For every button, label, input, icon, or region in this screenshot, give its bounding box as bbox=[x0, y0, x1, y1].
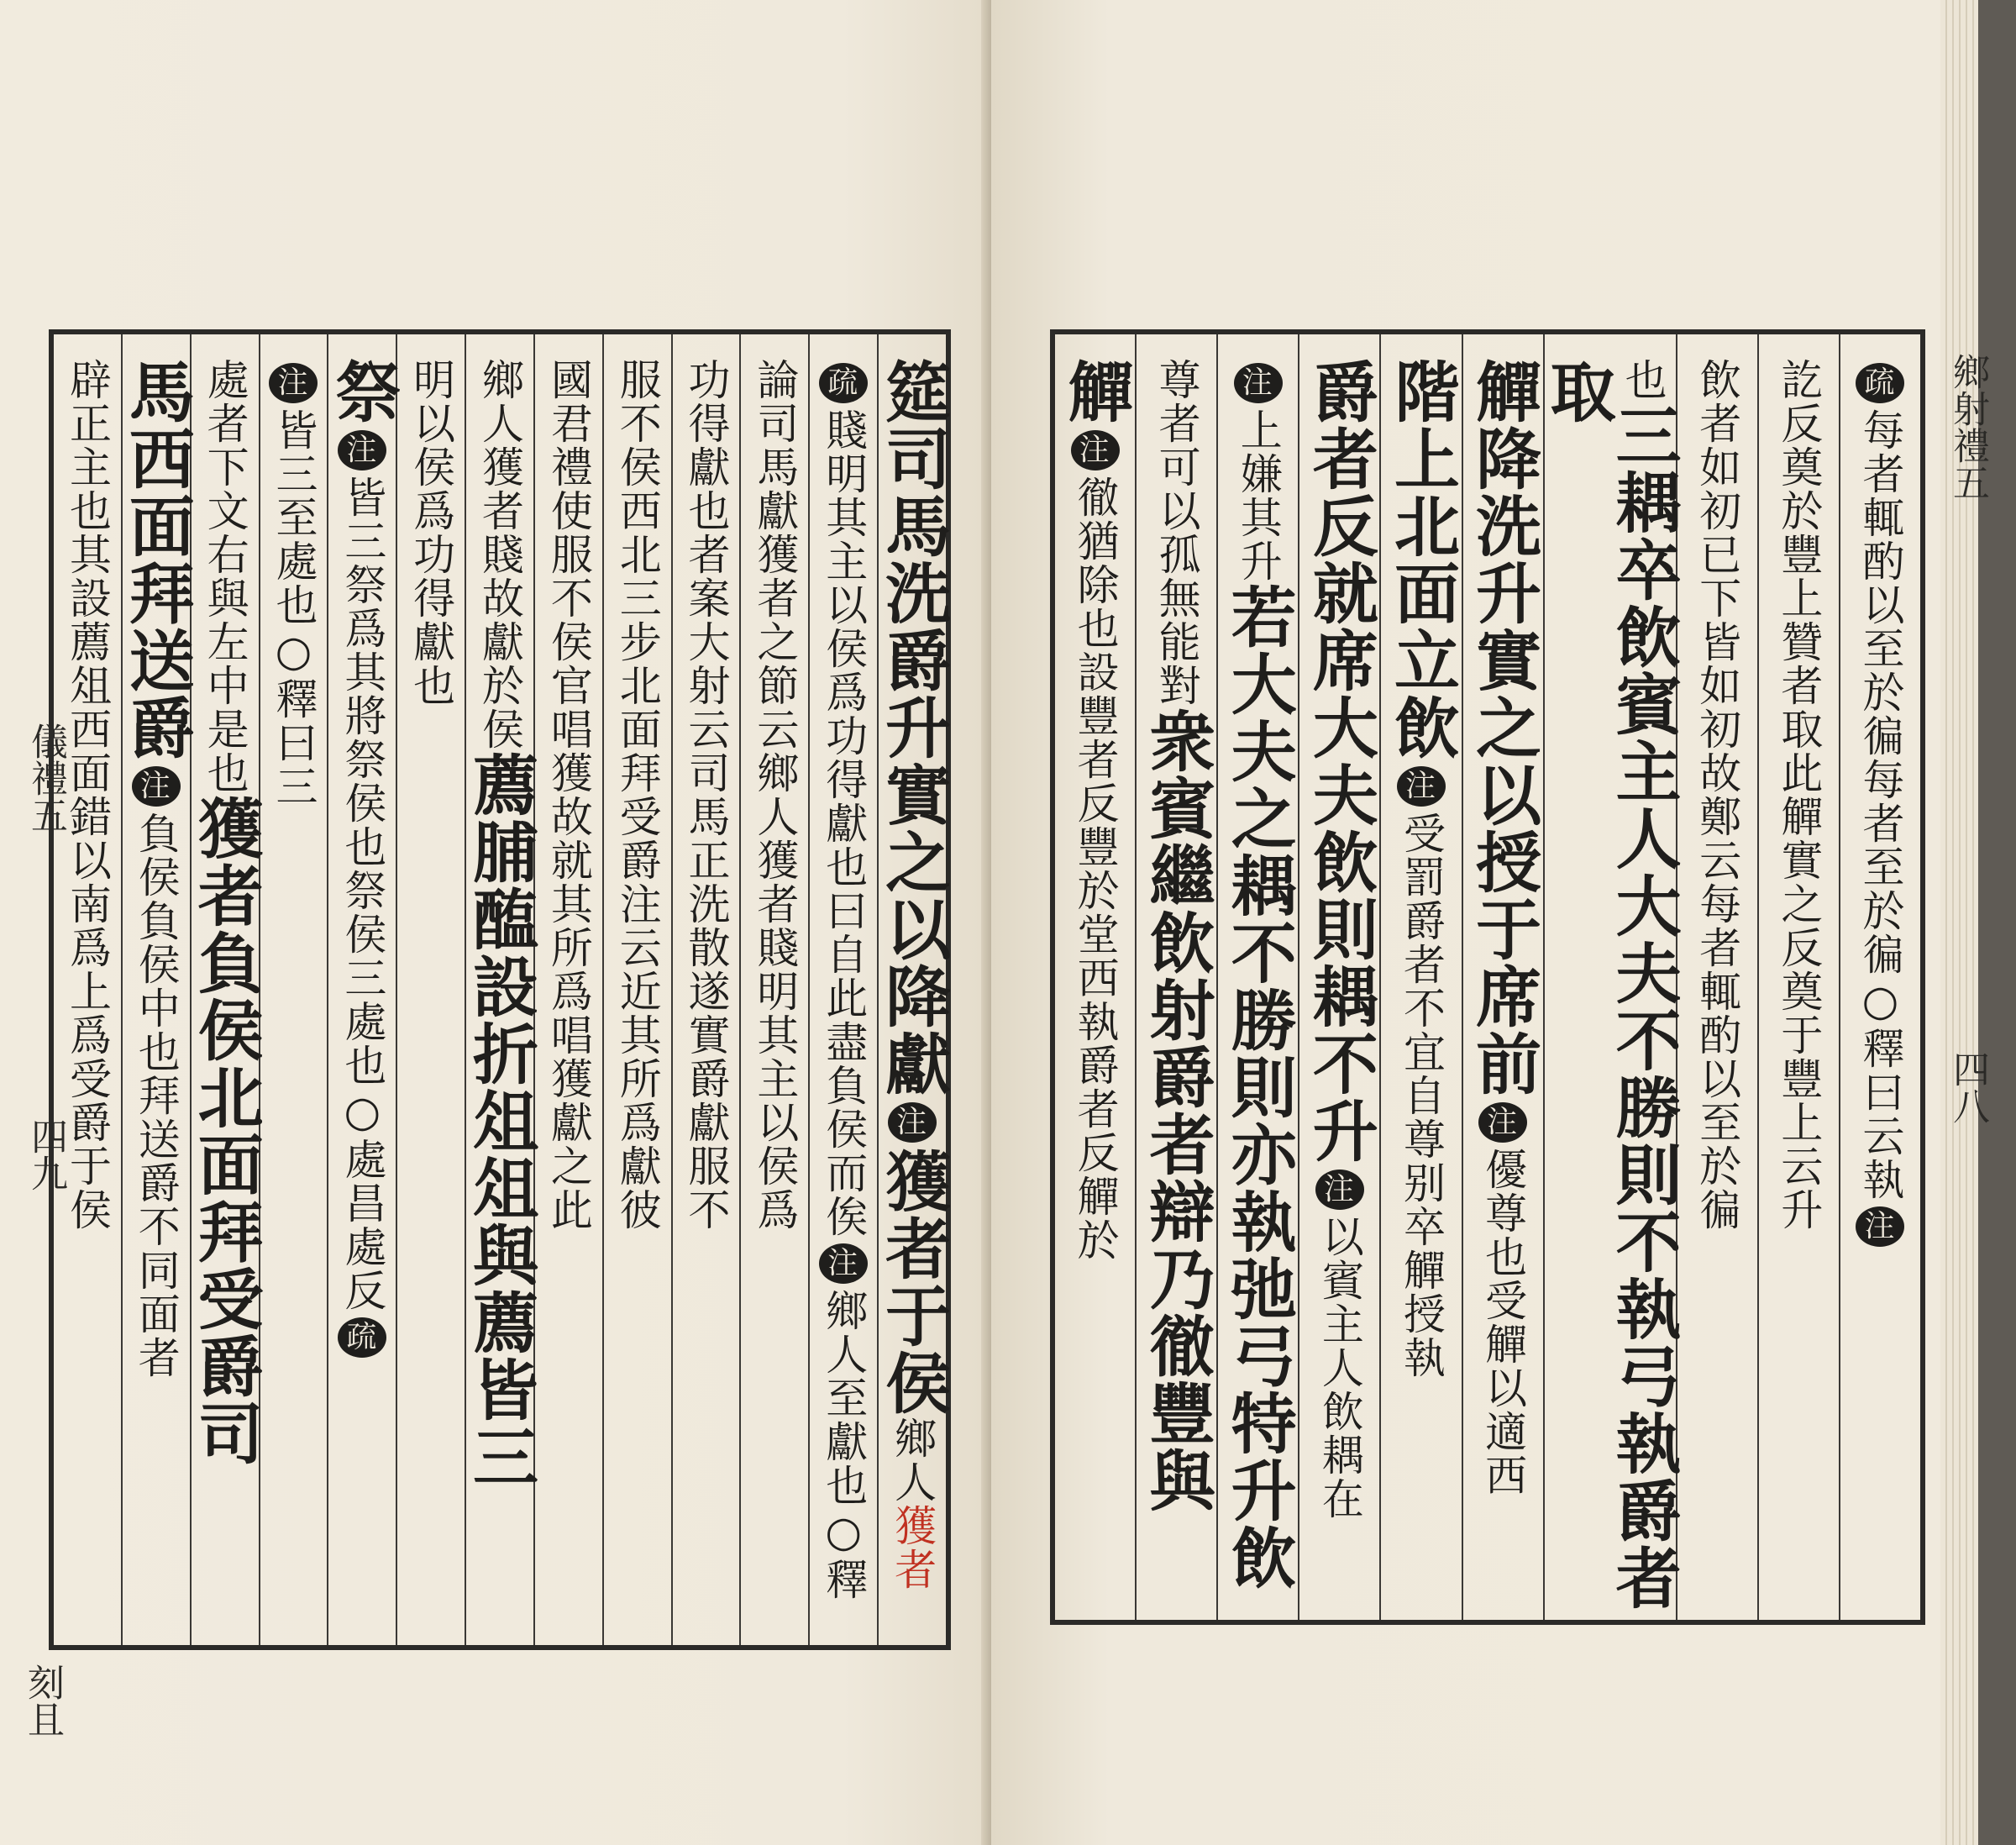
left-column-text bbox=[750, 358, 800, 1232]
main-text: 若大夫之耦不勝則亦執弛弓特升飲 bbox=[1220, 583, 1296, 1591]
red-annotation: 獲者 bbox=[888, 1504, 937, 1591]
left-text-frame bbox=[49, 329, 951, 1650]
commentary-text: 辟正主也其設薦俎西面錯以南爲上爲受爵于侯 bbox=[62, 358, 112, 1232]
left-page bbox=[0, 0, 991, 1845]
right-column bbox=[1135, 334, 1216, 1620]
left-column-text bbox=[543, 358, 593, 1232]
main-text: 階上北面立飲 bbox=[1383, 358, 1459, 761]
commentary-text: 服不侯西北三步北面拜受爵注云近其所爲獻彼 bbox=[612, 358, 662, 1232]
left-column bbox=[602, 334, 671, 1645]
commentary-text: 國君禮使服不侯官唱獲故就其所爲唱獲獻之此 bbox=[543, 358, 593, 1232]
left-column bbox=[462, 334, 538, 1645]
annotation-badge: 注 bbox=[1478, 1102, 1527, 1143]
commentary-text: 飲者如初已下皆如初故鄭云每者輒酌以至於徧 bbox=[1693, 358, 1742, 1232]
right-column bbox=[1379, 334, 1461, 1620]
right-column bbox=[1757, 334, 1839, 1620]
annotation-badge: 注 bbox=[1856, 1206, 1904, 1247]
left-column-text bbox=[186, 358, 263, 1467]
commentary-text: 功得獻也者案大射云司馬正洗散遂實爵獻服不 bbox=[681, 358, 731, 1232]
annotation-badge: 注 bbox=[888, 1102, 937, 1143]
right-text-frame bbox=[1050, 329, 1925, 1625]
right-margin-title: 鄉射禮五 bbox=[1946, 353, 1989, 501]
left-column bbox=[324, 334, 401, 1645]
annotation-badge: 注 bbox=[819, 1243, 868, 1284]
right-column bbox=[1839, 334, 1920, 1620]
commentary-text: 皆三祭爲其將祭侯也祭侯三處也 bbox=[338, 476, 387, 1087]
left-column bbox=[533, 334, 602, 1645]
commentary-text: 上嫌其升 bbox=[1233, 408, 1283, 583]
right-margin-folio: 四八 bbox=[1946, 1050, 1989, 1124]
left-margin-folio: 四九 bbox=[24, 1117, 67, 1191]
main-text: 觶降洗升實之以授于席前 bbox=[1465, 358, 1541, 1097]
commentary-text: 受罰爵者不宜自尊别卒觶授執 bbox=[1397, 812, 1446, 1380]
commentary-text: 以賓主人飲耦在 bbox=[1315, 1215, 1364, 1521]
commentary-text: 處者下文右與左中是也 bbox=[200, 358, 249, 795]
left-column bbox=[54, 334, 121, 1645]
left-column-text bbox=[324, 358, 401, 1363]
left-column-text bbox=[681, 358, 731, 1232]
right-column-text bbox=[1057, 358, 1133, 1262]
right-column bbox=[1298, 334, 1379, 1620]
commentary-text: 明以侯爲功得獻也 bbox=[407, 358, 456, 707]
left-column bbox=[671, 334, 740, 1645]
main-text: 祭 bbox=[324, 358, 401, 425]
commentary-text: 負侯負侯中也拜送爵不同面者 bbox=[131, 812, 181, 1380]
left-margin-bottom: 刻且 bbox=[21, 1664, 64, 1737]
right-column-text bbox=[1383, 358, 1459, 1380]
left-columns bbox=[54, 334, 951, 1645]
left-column bbox=[396, 334, 465, 1645]
page-edges bbox=[1940, 0, 1978, 1845]
left-margin-title: 儀禮五 bbox=[24, 723, 67, 833]
main-text: 三耦卒飲賓主人大夫不勝則不執弓執爵者取 bbox=[1539, 358, 1681, 1611]
right-column-text bbox=[1856, 358, 1904, 1252]
right-columns bbox=[1055, 334, 1920, 1620]
right-column-text bbox=[1774, 358, 1824, 1232]
right-column-text bbox=[1465, 358, 1541, 1497]
left-column bbox=[186, 334, 263, 1645]
main-text: 觶 bbox=[1057, 358, 1133, 425]
main-text: 衆賓繼飲射爵者辯乃徹豐與 bbox=[1138, 707, 1215, 1514]
left-column-text bbox=[612, 358, 662, 1232]
commentary-text: ○處昌處反 bbox=[338, 1087, 387, 1312]
annotation-badge: 注 bbox=[132, 766, 181, 807]
commentary-text: 皆三至處也○釋曰三 bbox=[269, 408, 318, 808]
annotation-badge: 注 bbox=[1397, 766, 1446, 807]
left-column bbox=[739, 334, 808, 1645]
right-column-text bbox=[1220, 358, 1296, 1591]
left-column-text bbox=[462, 358, 538, 1490]
main-text: 爵者反就席大夫飲則耦不升 bbox=[1301, 358, 1378, 1164]
commentary-text: 鄉人至獻也○釋 bbox=[819, 1289, 869, 1601]
commentary-text: 鄉人 bbox=[888, 1417, 937, 1504]
left-column-text bbox=[118, 358, 194, 1380]
annotation-badge: 注 bbox=[1071, 430, 1120, 470]
right-column bbox=[1676, 334, 1757, 1620]
left-column-text bbox=[819, 358, 868, 1601]
main-text: 獲者于侯 bbox=[874, 1148, 951, 1417]
right-column-text bbox=[1138, 358, 1215, 1514]
commentary-text: 每者至於徧○釋曰云執 bbox=[1856, 758, 1905, 1201]
left-column-text bbox=[407, 358, 456, 707]
annotation-badge: 注 bbox=[338, 430, 386, 470]
commentary-text: 論司馬獻獲者之節云鄉人獲者賤明其主以侯爲 bbox=[750, 358, 800, 1232]
annotation-badge: 注 bbox=[269, 363, 318, 403]
right-page bbox=[991, 0, 1989, 1845]
right-column-text bbox=[1301, 358, 1378, 1521]
left-column bbox=[259, 334, 328, 1645]
commentary-text: 每者輒酌以至於徧 bbox=[1856, 408, 1905, 758]
right-column bbox=[1216, 334, 1298, 1620]
right-column bbox=[1539, 334, 1681, 1620]
left-column-text bbox=[874, 358, 951, 1591]
main-text: 薦脯醢設折俎俎與薦皆三 bbox=[462, 751, 538, 1490]
left-column-text bbox=[62, 358, 112, 1232]
commentary-text: 曰自此盡負侯而俟 bbox=[819, 889, 869, 1238]
left-column bbox=[118, 334, 194, 1645]
commentary-text: 訖反奠於豐上贊者取此觶實之反奠于豐上云升 bbox=[1774, 358, 1824, 1232]
right-column-text bbox=[1693, 358, 1742, 1232]
commentary-text: 徹猶除也設豐者反豐於堂西執爵者反觶於 bbox=[1070, 476, 1120, 1262]
right-column bbox=[1462, 334, 1543, 1620]
commentary-text: 尊者可以孤無能對 bbox=[1152, 358, 1201, 707]
annotation-badge: 注 bbox=[1234, 363, 1283, 403]
main-text: 獲者負侯北面拜受爵司 bbox=[186, 795, 263, 1467]
annotation-badge: 疏 bbox=[819, 363, 868, 403]
left-column bbox=[808, 334, 877, 1645]
main-text: 馬西面拜送爵 bbox=[118, 358, 194, 761]
commentary-text: 鄉人獲者賤故獻於侯 bbox=[475, 358, 525, 751]
right-column bbox=[1055, 334, 1135, 1620]
commentary-text: 優尊也受觶以適西 bbox=[1478, 1148, 1528, 1497]
right-column-text bbox=[1539, 358, 1681, 1620]
commentary-text: 賤明其主以侯爲功得獻也 bbox=[819, 408, 869, 889]
main-text: 筵司馬洗爵升實之以降獻 bbox=[874, 358, 951, 1097]
left-column bbox=[874, 334, 951, 1645]
left-column-text bbox=[269, 358, 318, 808]
annotation-badge: 疏 bbox=[1856, 363, 1904, 403]
commentary-text: 也 bbox=[1618, 358, 1667, 402]
annotation-badge: 疏 bbox=[338, 1317, 386, 1358]
annotation-badge: 注 bbox=[1315, 1170, 1364, 1210]
